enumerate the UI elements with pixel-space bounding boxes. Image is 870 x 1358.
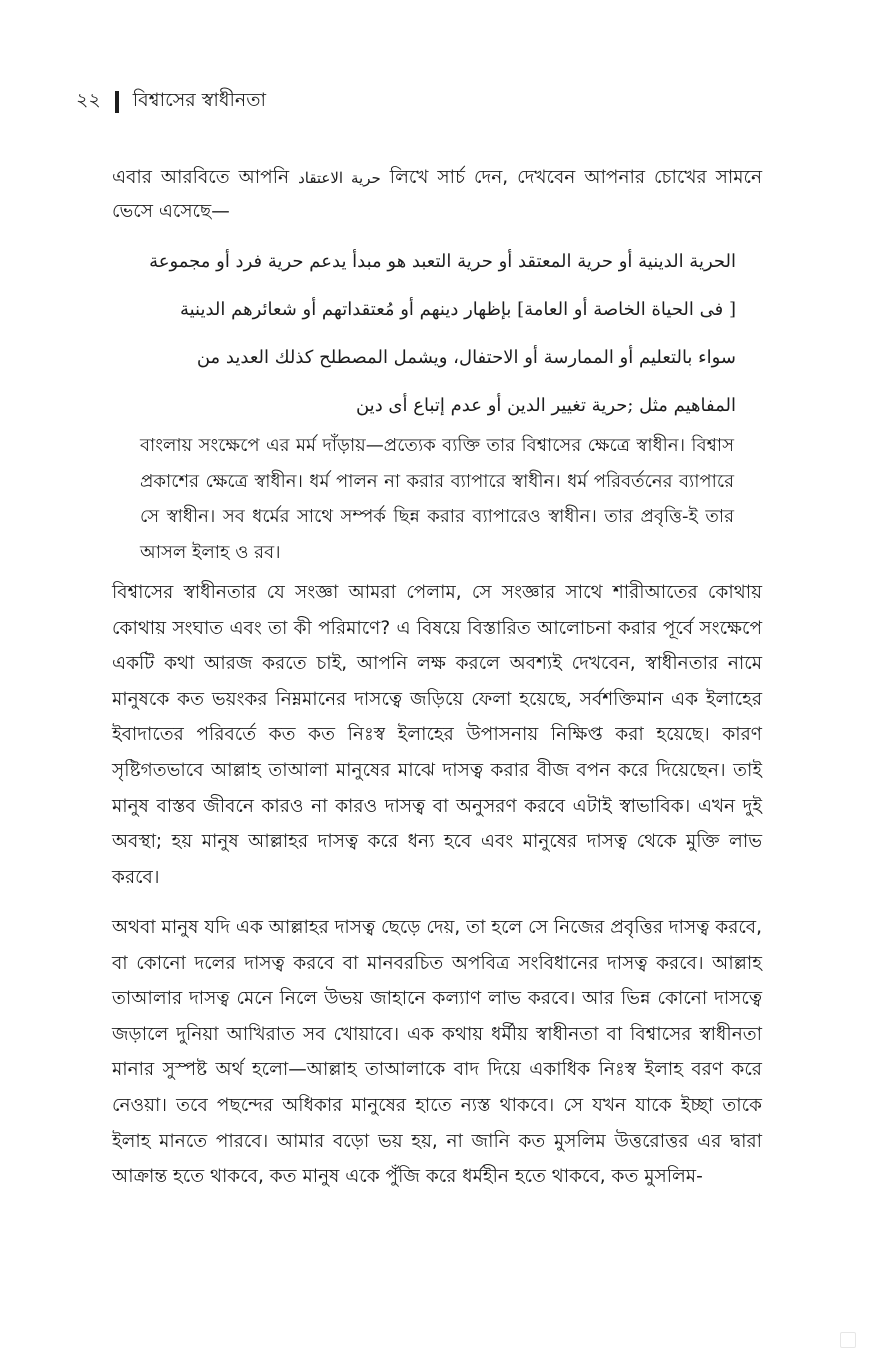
header-separator xyxy=(115,91,119,113)
arabic-search-term: حرية الاعتقاد xyxy=(298,169,381,187)
arabic-quote: الحرية الدينية أو حرية المعتقد أو حرية التعبد هو مبدأ يدعم حرية فرد أو مجموعة [ فى الحياة الخاصة أو العامة] بإظهار دينهم أو مُعتقداتهم أو شعائرهم الدينية سواء بالتعليم أو الممارسة أو الاحتفال، ويشمل المصطلح كذلك العديد من المفاهيم مثل ;حرية تغيير الدين أو عدم إتباع أى دين xyxy=(149,251,736,416)
intro-paragraph xyxy=(112,161,762,228)
intro-text-start: এবার আরবিতে আপনি xyxy=(112,167,299,188)
bangla-summary: বাংলায় সংক্ষেপে এর মর্ম দাঁড়ায়—প্রত্যেক ব্যক্তি তার বিশ্বাসের ক্ষেত্রে স্বাধীন। বিশ্বাস প্রকাশের ক্ষেত্রে স্বাধীন। ধর্ম পালন না করার ব্যাপারে স্বাধীন। ধর্ম পরিবর্তনের ব্যাপারে সে স্বাধীন। সব ধর্মের সাথে সম্পর্ক ছিন্ন করার ব্যাপারেও স্বাধীন। তার প্রবৃত্তি-ই তার আসল ইলাহ ও রব। xyxy=(140,435,734,563)
corner-mark xyxy=(840,1332,856,1348)
page-number: ২২ xyxy=(76,89,101,111)
body-paragraph-1: বিশ্বাসের স্বাধীনতার যে সংজ্ঞা আমরা পেলাম, সে সংজ্ঞার সাথে শারীআতের কোথায় কোথায় সংঘাত এবং তা কী পরিমাণে? এ বিষয়ে বিস্তারিত আলোচনা করার পূর্বে সংক্ষেপে একটি কথা আরজ করতে চাই, আপনি লক্ষ করলে অবশ্যই দেখবেন, স্বাধীনতার নামে মানুষকে কত ভয়ংকর নিম্নমানের দাসত্বে জড়িয়ে ফেলা হয়েছে, সর্বশক্তিমান এক ইলাহের ইবাদাতের পরিবর্তে কত কত নিঃস্ব ইলাহের উপাসনায় নিক্ষিপ্ত করা হয়েছে। কারণ সৃষ্টিগতভাবে আল্লাহ তাআলা মানুষের মাঝে দাসত্ব করার বীজ বপন করে দিয়েছেন। তাই মানুষ বাস্তব জীবনে কারও না কারও দাসত্ব বা অনুসরণ করবে এটাই স্বাভাবিক। এখন দুই অবস্থা; হয় মানুষ আল্লাহর দাসত্ব করে ধন্য হবে এবং মানুষের দাসত্ব থেকে মুক্তি লাভ করবে। xyxy=(112,582,762,888)
book-title: বিশ্বাসের স্বাধীনতা xyxy=(132,89,267,111)
body-paragraph-2: অথবা মানুষ যদি এক আল্লাহর দাসত্ব ছেড়ে দেয়, তা হলে সে নিজের প্রবৃত্তির দাসত্ব করবে, বা কোনো দলের দাসত্ব করবে বা মানবরচিত অপবিত্র সংবিধানের দাসত্ব করবে। আল্লাহ তাআলার দাসত্ব মেনে নিলে উভয় জাহানে কল্যাণ লাভ করবে। আর ভিন্ন কোনো দাসত্বে জড়ালে দুনিয়া আখিরাত সব খোয়াবে। এক কথায় ধর্মীয় স্বাধীনতা বা বিশ্বাসের স্বাধীনতা মানার সুস্পষ্ট অর্থ হলো—আল্লাহ তাআলাকে বাদ দিয়ে একাধিক নিঃস্ব ইলাহ বরণ করে নেওয়া। তবে পছন্দের অধিকার মানুষের হাতে ন্যস্ত থাকবে। সে যখন যাকে ইচ্ছা তাকে ইলাহ মানতে পারবে। আমার বড়ো ভয় হয়, না জানি কত মুসলিম উত্তরোত্তর এর দ্বারা আক্রান্ত হতে থাকবে, কত মানুষ একে পুঁজি করে ধর্মহীন হতে থাকবে, কত মুসলিম- xyxy=(112,917,762,1188)
intro-text-end: লিখে সার্চ দেন, দেখবেন আপনার চোখের সামনে ভেসে এসেছে— xyxy=(112,167,762,222)
running-header xyxy=(76,86,266,118)
